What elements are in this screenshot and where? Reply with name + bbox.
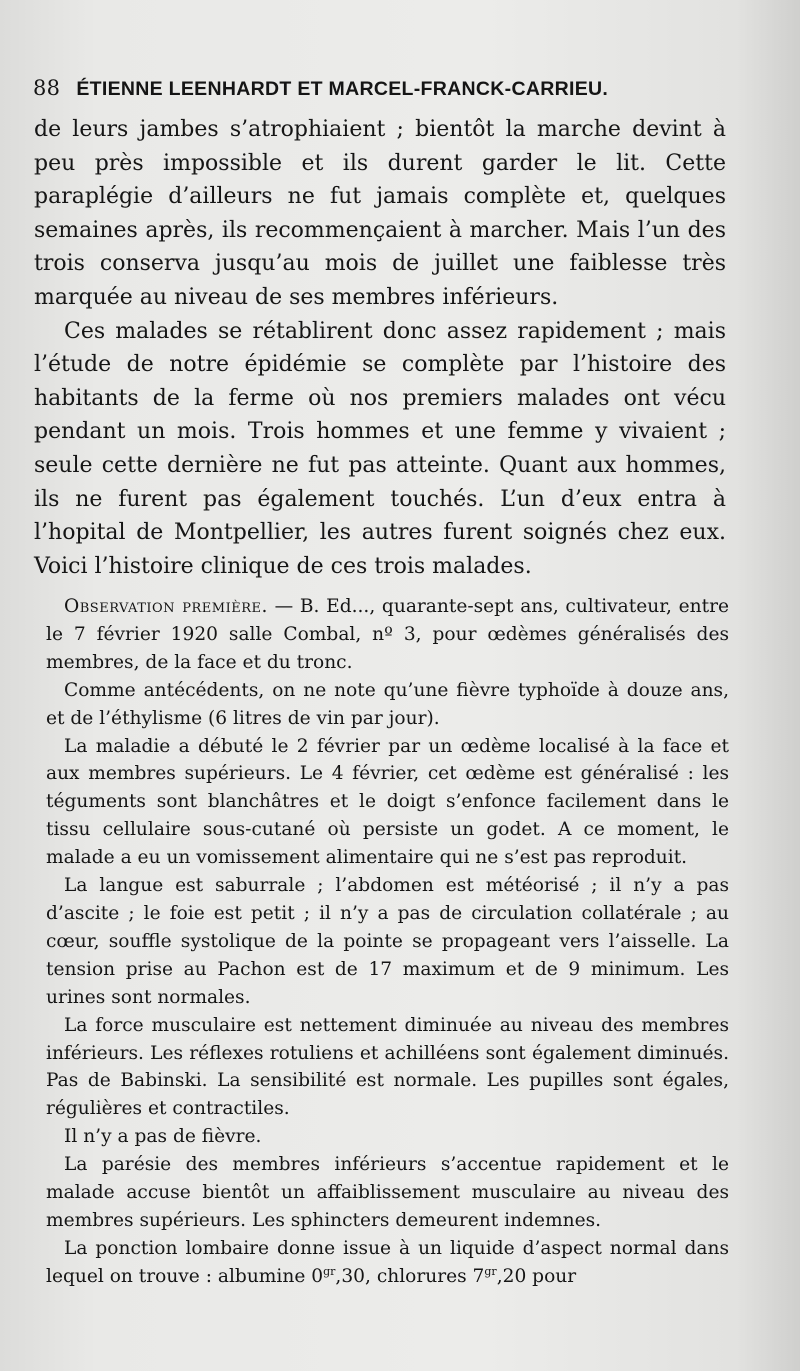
paragraph: La maladie a débuté le 2 février par un œdème localisé à la face et aux membres supérieurs. Le 4 février, cet œdème est généralisé : les téguments sont blanchâtres et le doigt s’enfonce facilement dans le tissu cellulaire sous-cutané où persiste un godet. A ce moment, le malade a eu un vomissement alimentaire qui ne s’est pas reproduit. [46,735,729,869]
paragraph: Comme antécédents, on ne note qu’une fièvre typhoïde à douze ans, et de l’éthylisme (6 litres de vin par jour). [46,679,729,729]
observation-intro [46,593,729,677]
paragraph: Ces malades se rétablirent donc assez rapidement ; mais l’étude de notre épidémie se complète par l’histoire des habitants de la ferme où nos premiers malades ont vécu pendant un mois. Trois hommes et une femme y vivaient ; seule cette dernière ne fut pas atteinte. Quant aux hommes, ils ne furent pas également touchés. L’un d’eux entra à l’hopital de Montpellier, les autres furent soignés chez eux. Voici l’histoire clinique de ces trois malades. [34,318,726,579]
paragraph: La parésie des membres inférieurs s’accentue rapidement et le malade accuse bientôt un affaiblissement musculaire au niveau des membres supérieurs. Les sphincters demeurent indemnes. [46,1154,729,1231]
paragraph: Il n’y a pas de fièvre. [64,1126,262,1148]
paragraph: de leurs jambes s’atrophiaient ; bientôt la marche devint à peu près impossible et ils durent garder le lit. Cette paraplégie d’ailleurs ne fut jamais complète et, quelques semaines après, ils recommençaient à marcher. Mais l’un des trois conserva jusqu’au mois de juillet une faiblesse très marquée au niveau de ses membres inférieurs. [34,117,726,310]
observation-text [46,593,729,1291]
main-text [34,113,726,583]
observation-intro-text: — B. Ed..., quarante-sept ans, cultivateur, entre le 7 février 1920 salle Combal, nº 3, pour œdèmes généralisés des membres, de la face et du tronc. [46,596,730,673]
paragraph: La ponction lombaire donne issue à un liquide d’aspect normal dans lequel on trouve : albumine $0^{gr},30$, chlorures $7^{gr},20$ pour [46,1237,729,1287]
running-title: ÉTIENNE LEENHARDT ET MARCEL-FRANCK-CARRIEU. [76,78,609,100]
paragraph: La langue est saburrale ; l’abdomen est météorisé ; il n’y a pas d’ascite ; le foie est petit ; il n’y a pas de circulation collatérale ; au cœur, souffle systolique de la pointe se propageant vers l’aisselle. La tension prise au Pachon est de 17 maximum et de 9 minimum. Les urines sont normales. [46,875,729,1008]
observation-heading: Observation première. [64,596,268,617]
running-header [33,76,753,101]
paragraph: La force musculaire est nettement diminuée au niveau des membres inférieurs. Les réflexes rotuliens et achilléens sont également diminués. Pas de Babinski. La sensibilité est normale. Les pupilles sont égales, régulières et contractiles. [46,1014,729,1120]
page-number: 88 [33,76,61,100]
